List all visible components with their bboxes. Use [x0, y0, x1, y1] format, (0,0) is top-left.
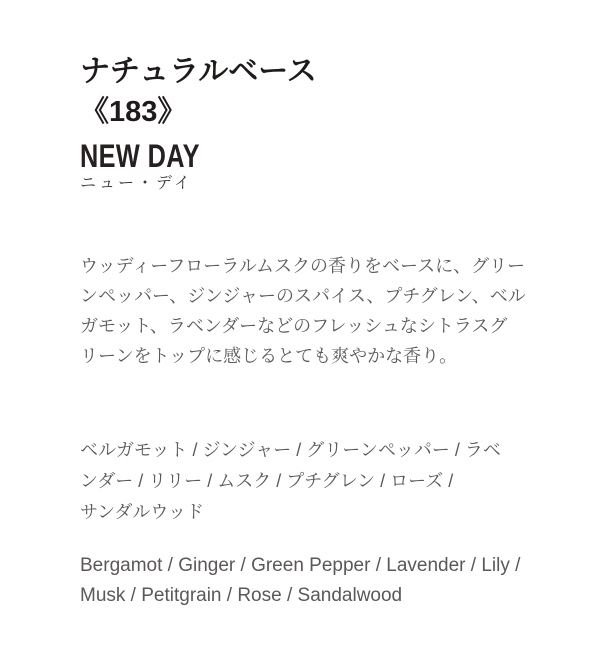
notes-ja-line-3: サンダルウッド: [80, 502, 205, 522]
fragrance-description: [80, 251, 526, 371]
description-line-2: ンペッパー、ジンジャーのスパイス、プチグレン、ベル: [80, 286, 526, 306]
product-name-en: NEW DAY: [80, 138, 200, 174]
notes-ja-line-1: ベルガモット / ジンジャー / グリーンペッパー / ラベ: [80, 440, 501, 460]
description-line-3: ガモット、ラベンダーなどのフレッシュなシトラスグ: [80, 316, 508, 336]
notes-en-line-2: Musk / Petitgrain / Rose / Sandalwood: [80, 585, 403, 606]
description-line-1: ウッディーフローラルムスクの香りをベースに、グリー: [80, 256, 526, 276]
notes-ja-line-2: ンダー / リリー / ムスク / プチグレン / ローズ /: [80, 471, 454, 491]
fragrance-notes-japanese: [80, 435, 501, 528]
notes-en-line-1: Bergamot / Ginger / Green Pepper / Lavender / Lily /: [80, 555, 521, 576]
product-name-ja: ニュー・デイ: [80, 175, 193, 192]
description-line-4: リーンをトップに感じるとても爽やかな香り。: [80, 346, 458, 366]
fragrance-notes-english: [80, 551, 520, 611]
series-title: ナチュラルベース: [80, 55, 317, 88]
series-number: 《183》: [80, 96, 187, 128]
